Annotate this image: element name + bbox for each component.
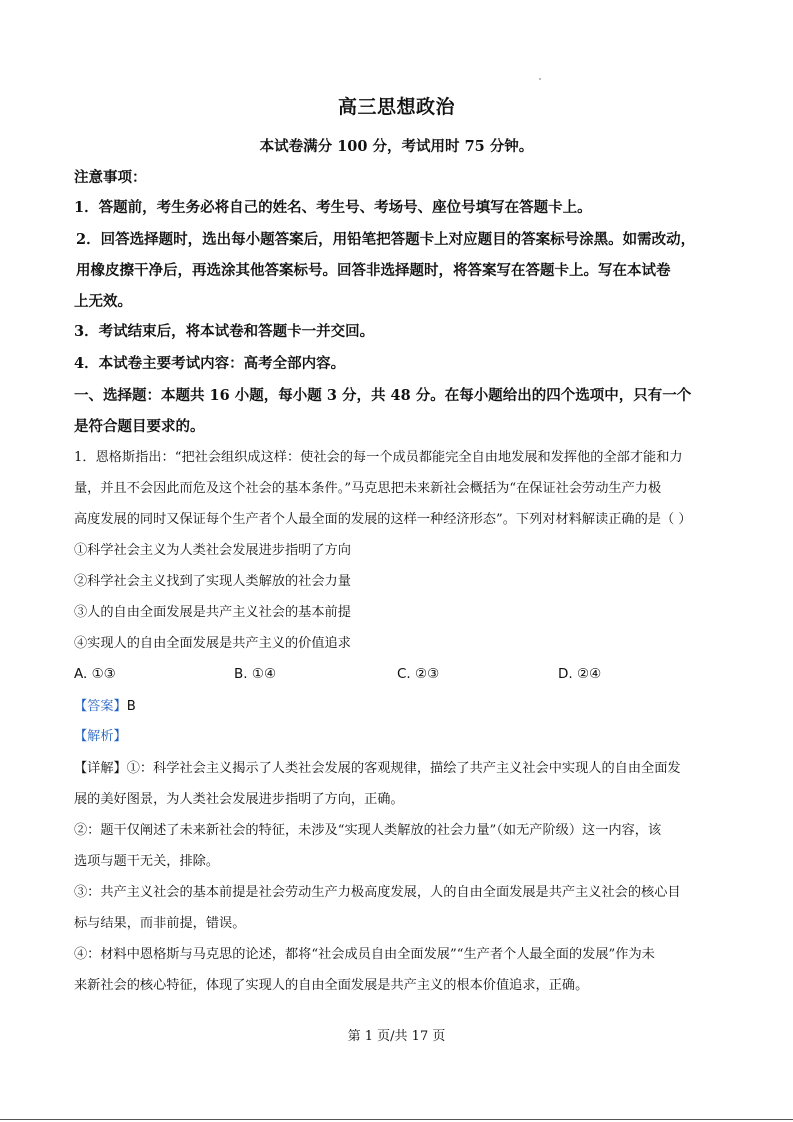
analysis-tag: 【解析】 bbox=[74, 729, 127, 744]
statement: ①科学社会主义为人类社会发展进步指明了方向 bbox=[74, 543, 351, 558]
explanation-line: 选项与题干无关，排除。 bbox=[74, 854, 220, 869]
page-number: 第 1 页/共 17 页 bbox=[347, 1029, 446, 1044]
page-bottom-rule bbox=[0, 1119, 793, 1120]
statement: ③人的自由全面发展是共产主义社会的基本前提 bbox=[74, 605, 351, 620]
notice-line: 4．本试卷主要考试内容：高考全部内容。 bbox=[74, 355, 346, 372]
notice-line: 2．回答选择题时，选出每小题答案后，用铅笔把答题卡上对应题目的答案标号涂黑。如需改动， bbox=[76, 231, 696, 248]
explanation-text: ①：科学社会主义揭示了人类社会发展的客观规律，描绘了共产主义社会中实现人的自由全面发 bbox=[126, 761, 681, 776]
statement: ④实现人的自由全面发展是共产主义的价值追求 bbox=[74, 636, 351, 651]
notice-line: 1．答题前，考生务必将自己的姓名、考生号、考场号、座位号填写在答题卡上。 bbox=[74, 199, 592, 216]
option-b: B. ①④ bbox=[234, 666, 277, 682]
question-stem: 量，并且不会因此而危及这个社会的基本条件。”马克思把未来新社会概括为“在保证社会劳动生产力极 bbox=[74, 481, 662, 496]
notice-line: 上无效。 bbox=[74, 293, 132, 310]
question-stem: 高度发展的同时又保证每个生产者个人最全面的发展的这样一种经济形态”。下列对材料解读正确的是（ ） bbox=[74, 512, 692, 527]
notice-heading: 注意事项： bbox=[74, 169, 147, 186]
option-d: D. ②④ bbox=[558, 666, 602, 682]
explanation-line bbox=[74, 759, 734, 779]
explanation-line: ②：题干仅阐述了未来新社会的特征，未涉及“实现人类解放的社会力量”（如无产阶级）这一内容，该 bbox=[74, 823, 662, 838]
page-title: 高三思想政治 bbox=[337, 96, 455, 118]
answer-line bbox=[74, 697, 734, 717]
answer-value: B bbox=[126, 699, 136, 714]
section-heading: 是符合题目要求的。 bbox=[74, 418, 205, 435]
answer-tag: 【答案】 bbox=[74, 699, 127, 714]
notice-line: 用橡皮擦干净后，再选涂其他答案标号。回答非选择题时，将答案写在答题卡上。写在本试卷 bbox=[76, 262, 671, 279]
scan-speck bbox=[539, 78, 541, 80]
notice-line: 3．考试结束后，将本试卷和答题卡一并交回。 bbox=[74, 323, 375, 340]
explanation-line: 来新社会的核心特征，体现了实现人的自由全面发展是共产主义的根本价值追求，正确。 bbox=[74, 978, 589, 993]
section-heading: 一、选择题：本题共 16 小题，每小题 3 分，共 48 分。在每小题给出的四个选项中，只有一个 bbox=[74, 387, 692, 404]
option-c: C. ②③ bbox=[397, 666, 440, 682]
exam-info: 本试卷满分 100 分，考试用时 75 分钟。 bbox=[259, 138, 534, 155]
explanation-line: 展的美好图景，为人类社会发展进步指明了方向，正确。 bbox=[74, 792, 404, 807]
explanation-line: ④：材料中恩格斯与马克思的论述，都将“社会成员自由全面发展”“生产者个人最全面的发展”作为未 bbox=[74, 947, 655, 962]
explanation-line: ③：共产主义社会的基本前提是社会劳动生产力极高度发展，人的自由全面发展是共产主义社会的核心目 bbox=[74, 885, 681, 900]
question-stem: 1．恩格斯指出：“把社会组织成这样：使社会的每一个成员都能完全自由地发展和发挥他的全部才能和力 bbox=[74, 450, 683, 465]
option-a: A. ①③ bbox=[74, 666, 116, 682]
statement: ②科学社会主义找到了实现人类解放的社会力量 bbox=[74, 574, 351, 589]
detail-tag: 【详解】 bbox=[74, 761, 127, 776]
explanation-line: 标与结果，而非前提，错误。 bbox=[74, 916, 246, 931]
